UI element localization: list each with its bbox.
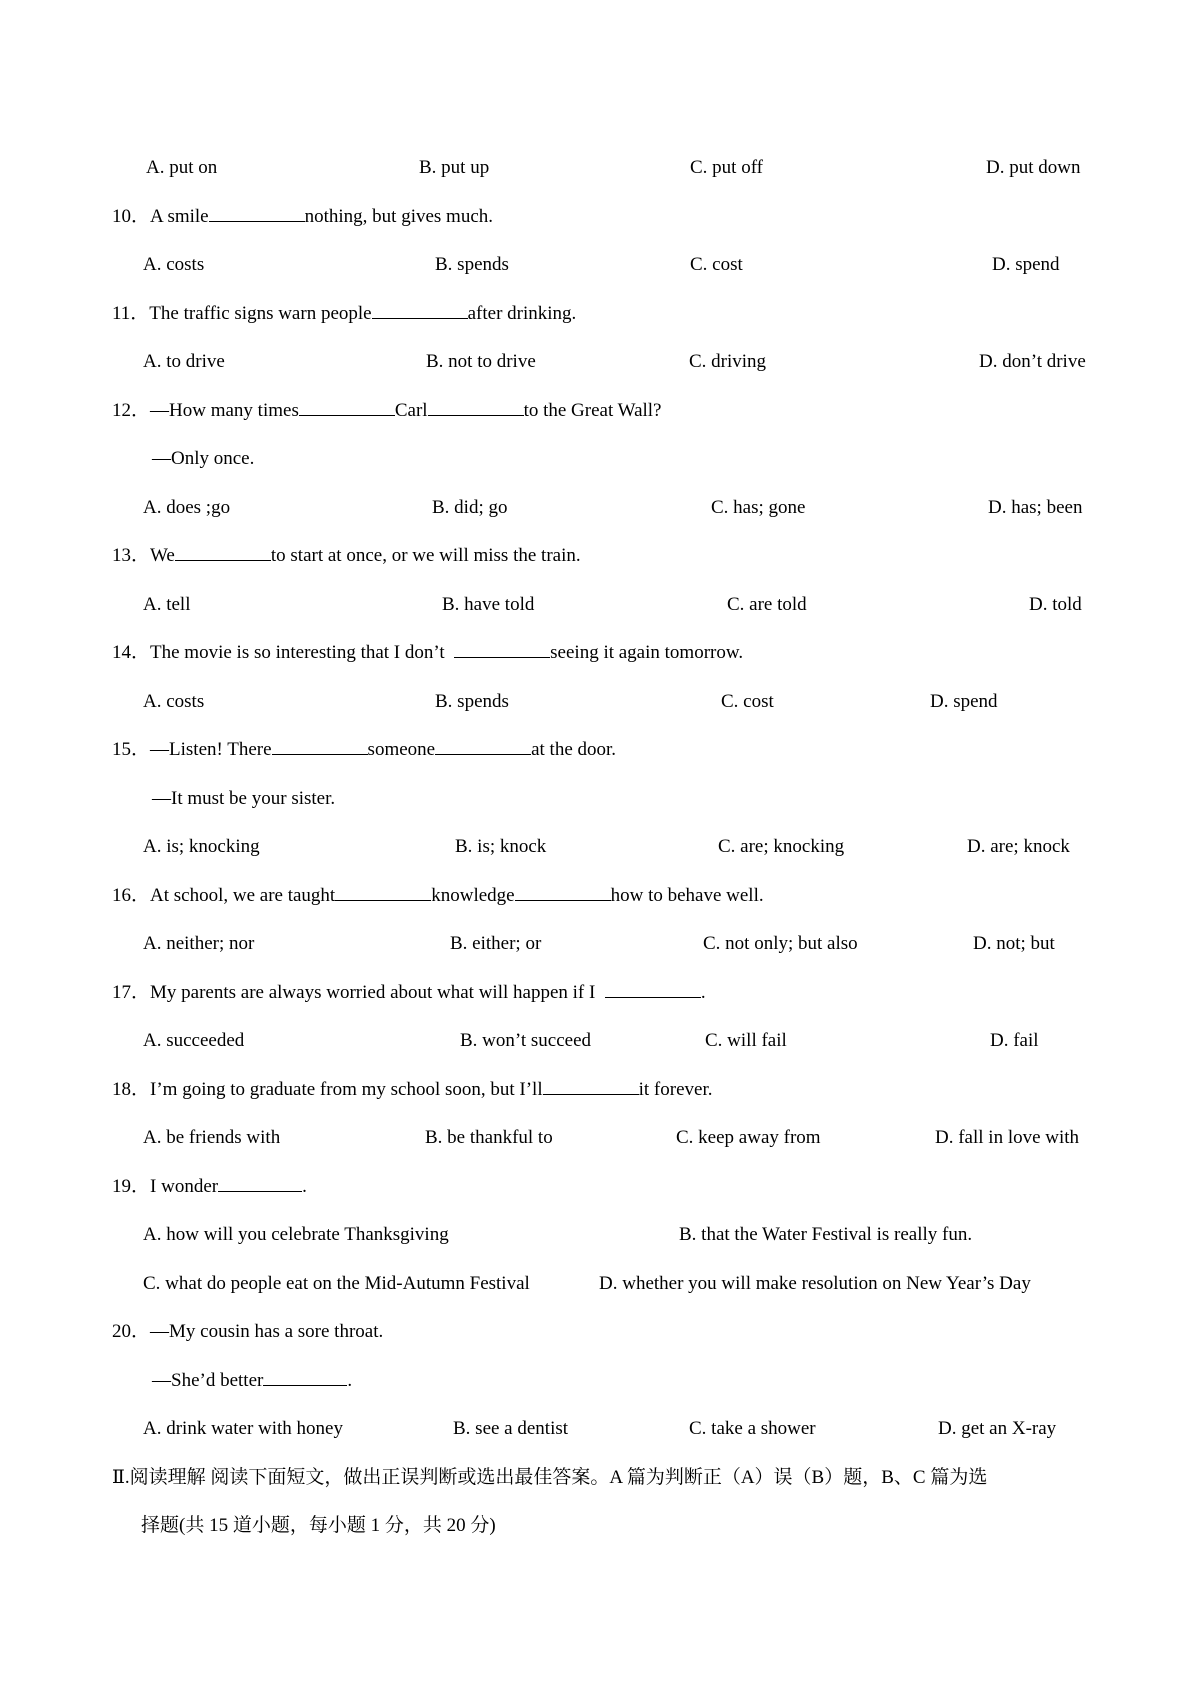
q12-option-d: D. has; been bbox=[988, 497, 1083, 518]
q12-reply-text: —Only once. bbox=[152, 448, 255, 469]
q16-text-middle: knowledge bbox=[431, 885, 515, 906]
q15-blank-2 bbox=[435, 736, 531, 755]
q20-text-before: —My cousin has a sore throat. bbox=[150, 1321, 384, 1342]
q17-option-b: B. won’t succeed bbox=[460, 1030, 592, 1051]
q20-option-a: A. drink water with honey bbox=[143, 1418, 343, 1439]
q11-number: 11． bbox=[112, 303, 150, 324]
q16-option-b: B. either; or bbox=[450, 933, 542, 954]
q18-option-b: B. be thankful to bbox=[425, 1127, 553, 1148]
q13-number: 13． bbox=[112, 545, 151, 566]
q18-option-a: A. be friends with bbox=[143, 1127, 281, 1148]
q17-option-a: A. succeeded bbox=[143, 1030, 245, 1051]
q16-option-a: A. neither; nor bbox=[143, 933, 255, 954]
q16-blank-2 bbox=[515, 882, 611, 901]
q10-number: 10． bbox=[112, 206, 151, 227]
q20-reply-text-before: —She’d better bbox=[152, 1370, 264, 1391]
q19-option-a: A. how will you celebrate Thanksgiving bbox=[143, 1224, 449, 1245]
q17-blank bbox=[605, 979, 701, 998]
q10-text-before: A smile bbox=[150, 206, 209, 227]
q17-text-after: . bbox=[700, 982, 706, 1003]
q18-option-d: D. fall in love with bbox=[935, 1127, 1080, 1148]
q20-number: 20． bbox=[112, 1321, 151, 1342]
q18-option-c: C. keep away from bbox=[676, 1127, 821, 1148]
q14-option-b: B. spends bbox=[435, 691, 509, 712]
q11-option-a: A. to drive bbox=[143, 351, 225, 372]
q15-option-d: D. are; knock bbox=[967, 836, 1070, 857]
section-2-heading-line-1: Ⅱ.阅读理解 阅读下面短文，做出正误判断或选出最佳答案。A 篇为判断正（A）误（B）题，B、C 篇为选 bbox=[112, 1467, 988, 1488]
q18-text-before: I’m going to graduate from my school soon, but I’ll bbox=[150, 1079, 543, 1100]
q15-option-c: C. are; knocking bbox=[718, 836, 845, 857]
q16-text-before: At school, we are taught bbox=[150, 885, 336, 906]
q19-option-c: C. what do people eat on the Mid-Autumn Festival bbox=[143, 1273, 530, 1294]
q18-number: 18． bbox=[112, 1079, 151, 1100]
q11-option-d: D. don’t drive bbox=[979, 351, 1086, 372]
q12-option-c: C. has; gone bbox=[711, 497, 806, 518]
q12-blank-2 bbox=[428, 397, 524, 416]
q10-option-a: A. costs bbox=[143, 254, 205, 275]
q13-option-a: A. tell bbox=[143, 594, 191, 615]
q11-option-c: C. driving bbox=[689, 351, 767, 372]
q14-blank bbox=[454, 639, 550, 658]
q19-blank bbox=[218, 1173, 302, 1192]
q15-text-after: at the door. bbox=[531, 739, 617, 760]
q12-text-after: to the Great Wall? bbox=[523, 400, 662, 421]
q16-number: 16． bbox=[112, 885, 151, 906]
q15-option-a: A. is; knocking bbox=[143, 836, 260, 857]
q13-blank bbox=[175, 542, 271, 561]
q16-blank-1 bbox=[335, 882, 431, 901]
q20-option-b: B. see a dentist bbox=[453, 1418, 569, 1439]
q14-text-before: The movie is so interesting that I don’t bbox=[150, 642, 445, 663]
q13-option-b: B. have told bbox=[442, 594, 535, 615]
q12-text-before: —How many times bbox=[150, 400, 299, 421]
q9-option-a: A. put on bbox=[146, 157, 218, 178]
q11-blank bbox=[372, 300, 468, 319]
q12-option-a: A. does ;go bbox=[143, 497, 231, 518]
q19-number: 19． bbox=[112, 1176, 151, 1197]
q10-option-c: C. cost bbox=[690, 254, 743, 275]
q13-text-after: to start at once, or we will miss the train. bbox=[270, 545, 581, 566]
q14-text-after: seeing it again tomorrow. bbox=[550, 642, 744, 663]
q20-option-c: C. take a shower bbox=[689, 1418, 816, 1439]
q9-option-c: C. put off bbox=[690, 157, 764, 178]
q17-text-before: My parents are always worried about what will happen if I bbox=[150, 982, 596, 1003]
q16-option-d: D. not; but bbox=[973, 933, 1055, 954]
q16-text-after: how to behave well. bbox=[610, 885, 764, 906]
q20-option-d: D. get an X-ray bbox=[938, 1418, 1057, 1439]
q18-blank bbox=[543, 1076, 639, 1095]
q10-blank bbox=[209, 203, 305, 222]
q14-option-d: D. spend bbox=[930, 691, 998, 712]
q19-option-b: B. that the Water Festival is really fun. bbox=[679, 1224, 973, 1245]
q10-text-after: nothing, but gives much. bbox=[304, 206, 494, 227]
q14-number: 14． bbox=[112, 642, 151, 663]
q15-reply-text: —It must be your sister. bbox=[152, 788, 336, 809]
q9-option-b: B. put up bbox=[419, 157, 490, 178]
q9-option-d: D. put down bbox=[986, 157, 1081, 178]
q17-option-c: C. will fail bbox=[705, 1030, 787, 1051]
q15-text-before: —Listen! There bbox=[150, 739, 272, 760]
q15-number: 15． bbox=[112, 739, 151, 760]
section-2-heading-line-2: 择题(共 15 道小题，每小题 1 分，共 20 分) bbox=[141, 1515, 496, 1536]
q15-blank-1 bbox=[272, 736, 368, 755]
q16-option-c: C. not only; but also bbox=[703, 933, 858, 954]
q10-option-d: D. spend bbox=[992, 254, 1060, 275]
q11-option-b: B. not to drive bbox=[426, 351, 536, 372]
q10-option-b: B. spends bbox=[435, 254, 509, 275]
q13-option-c: C. are told bbox=[727, 594, 807, 615]
q18-text-after: it forever. bbox=[638, 1079, 713, 1100]
q12-blank-1 bbox=[299, 397, 395, 416]
q11-text-before: The traffic signs warn people bbox=[149, 303, 372, 324]
q14-option-c: C. cost bbox=[721, 691, 774, 712]
q13-text-before: We bbox=[150, 545, 175, 566]
q19-option-d: D. whether you will make resolution on New Year’s Day bbox=[599, 1273, 1031, 1294]
q15-text-middle: someone bbox=[367, 739, 436, 760]
q12-option-b: B. did; go bbox=[432, 497, 508, 518]
q12-number: 12． bbox=[112, 400, 151, 421]
q19-text-before: I wonder bbox=[150, 1176, 219, 1197]
q17-option-d: D. fail bbox=[990, 1030, 1039, 1051]
q12-text-middle: Carl bbox=[394, 400, 428, 421]
q20-blank bbox=[263, 1367, 347, 1386]
q13-option-d: D. told bbox=[1029, 594, 1082, 615]
q15-option-b: B. is; knock bbox=[455, 836, 547, 857]
q14-option-a: A. costs bbox=[143, 691, 205, 712]
q17-number: 17． bbox=[112, 982, 151, 1003]
q20-reply-text-after: . bbox=[347, 1370, 353, 1391]
q19-text-after: . bbox=[302, 1176, 307, 1197]
q11-text-after: after drinking. bbox=[467, 303, 577, 324]
